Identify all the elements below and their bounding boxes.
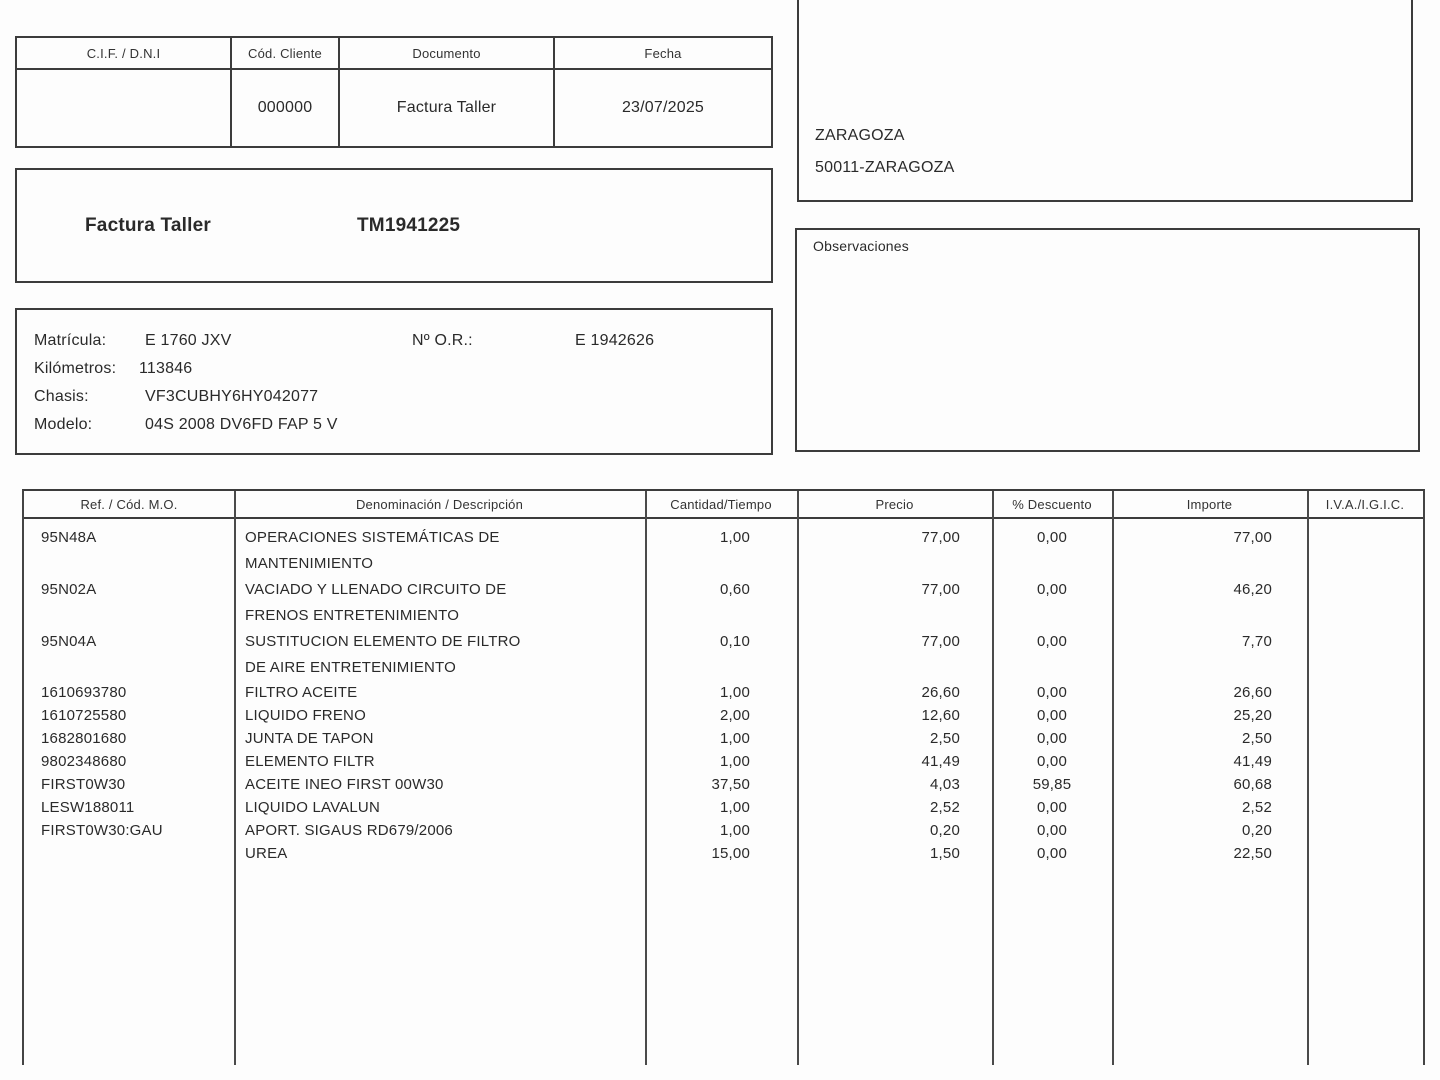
cell-quantity: 0,60 xyxy=(720,581,750,598)
header-cantidad: Cantidad/Tiempo xyxy=(670,496,772,512)
column-divider xyxy=(234,491,236,1065)
cell-discount: 59,85 xyxy=(1032,776,1072,793)
header-ref: Ref. / Cód. M.O. xyxy=(80,496,178,512)
cell-ref-code: LESW188011 xyxy=(41,799,135,816)
cell-price: 0,20 xyxy=(930,822,960,839)
cell-amount: 41,49 xyxy=(1233,753,1272,770)
cell-ref-code: 95N02A xyxy=(41,581,97,598)
cell-quantity: 1,00 xyxy=(720,529,750,546)
or-label: Nº O.R.: xyxy=(412,332,473,349)
cell-quantity: 37,50 xyxy=(711,776,750,793)
cell-discount: 0,00 xyxy=(1037,684,1067,701)
matricula-label: Matrícula: xyxy=(34,332,107,349)
vehicle-row-modelo xyxy=(17,416,771,438)
cell-description: JUNTA DE TAPON xyxy=(245,730,374,747)
cell-discount: 0,00 xyxy=(1037,799,1067,816)
cell-quantity: 1,00 xyxy=(720,799,750,816)
column-divider xyxy=(1112,491,1114,1065)
cell-price: 12,60 xyxy=(921,707,960,724)
cell-ref-code: 95N48A xyxy=(41,529,97,546)
cell-description: LIQUIDO LAVALUN xyxy=(245,799,380,816)
cell-quantity: 15,00 xyxy=(711,845,750,862)
cell-quantity: 1,00 xyxy=(720,753,750,770)
cell-description: UREA xyxy=(245,845,288,862)
cell-quantity: 1,00 xyxy=(720,822,750,839)
cell-ref-code: 95N04A xyxy=(41,633,97,650)
cell-discount: 0,00 xyxy=(1037,730,1067,747)
or-value: E 1942626 xyxy=(575,332,655,349)
column-divider xyxy=(797,491,799,1065)
meta-value-cif xyxy=(17,70,232,146)
cell-amount: 25,20 xyxy=(1233,707,1272,724)
cell-amount: 26,60 xyxy=(1233,684,1272,701)
vehicle-row-chasis xyxy=(17,388,771,410)
cell-price: 2,50 xyxy=(930,730,960,747)
cell-iva xyxy=(1307,577,1423,629)
cell-amount: 0,20 xyxy=(1242,822,1272,839)
cell-ref-code: 1682801680 xyxy=(41,730,127,747)
line-items-table xyxy=(22,489,1425,1065)
cell-description: OPERACIONES SISTEMÁTICAS DE MANTENIMIENTO xyxy=(245,529,500,572)
cell-iva xyxy=(1307,819,1423,842)
chasis-label: Chasis: xyxy=(34,388,89,405)
cell-ref-code: 1610693780 xyxy=(41,684,127,701)
vehicle-row-matricula xyxy=(17,332,771,354)
cell-iva xyxy=(1307,629,1423,681)
header-descripcion: Denominación / Descripción xyxy=(355,496,524,512)
cell-iva xyxy=(1307,704,1423,727)
document-type-title: Factura Taller xyxy=(85,215,211,236)
cell-price: 2,52 xyxy=(930,799,960,816)
cell-discount: 0,00 xyxy=(1037,633,1067,650)
cell-description: VACIADO Y LLENADO CIRCUITO DE FRENOS ENTRETENIMIENTO xyxy=(245,581,507,624)
cell-quantity: 1,00 xyxy=(720,730,750,747)
header-importe: Importe xyxy=(1186,496,1233,512)
cell-price: 4,03 xyxy=(930,776,960,793)
cell-ref-code: 9802348680 xyxy=(41,753,127,770)
cell-amount: 2,50 xyxy=(1242,730,1272,747)
cell-ref-code: FIRST0W30:GAU xyxy=(41,822,163,839)
cell-description: ACEITE INEO FIRST 00W30 xyxy=(245,776,444,793)
cell-amount: 60,68 xyxy=(1233,776,1272,793)
cell-amount: 7,70 xyxy=(1242,633,1272,650)
cell-price: 41,49 xyxy=(921,753,960,770)
column-divider xyxy=(1307,491,1309,1065)
cell-iva xyxy=(1307,525,1423,577)
cell-iva xyxy=(1307,750,1423,773)
cell-description: FILTRO ACEITE xyxy=(245,684,358,701)
cell-iva xyxy=(1307,796,1423,819)
meta-header-documento: Documento xyxy=(340,38,555,70)
address-postal-city: 50011-ZARAGOZA xyxy=(815,159,955,176)
cell-price: 77,00 xyxy=(921,581,960,598)
cell-price: 77,00 xyxy=(921,529,960,546)
address-city: ZARAGOZA xyxy=(815,127,905,144)
header-precio: Precio xyxy=(875,496,914,512)
vehicle-row-kilometros xyxy=(17,360,771,382)
vehicle-info-box xyxy=(15,308,773,455)
cell-amount: 22,50 xyxy=(1233,845,1272,862)
cell-iva xyxy=(1307,727,1423,750)
meta-value-fecha: 23/07/2025 xyxy=(621,99,705,116)
modelo-label: Modelo: xyxy=(34,416,93,433)
cell-discount: 0,00 xyxy=(1037,581,1067,598)
cell-iva xyxy=(1307,681,1423,704)
cell-description: APORT. SIGAUS RD679/2006 xyxy=(245,822,453,839)
invoice-number: TM1941225 xyxy=(357,215,461,236)
observations-box xyxy=(795,228,1420,452)
cell-description: LIQUIDO FRENO xyxy=(245,707,366,724)
observations-label: Observaciones xyxy=(813,238,909,254)
cell-ref-code xyxy=(24,842,234,865)
cell-discount: 0,00 xyxy=(1037,822,1067,839)
cell-quantity: 0,10 xyxy=(720,633,750,650)
cell-price: 26,60 xyxy=(921,684,960,701)
cell-discount: 0,00 xyxy=(1037,845,1067,862)
column-divider xyxy=(645,491,647,1065)
cell-amount: 2,52 xyxy=(1242,799,1272,816)
cell-amount: 46,20 xyxy=(1233,581,1272,598)
cell-quantity: 2,00 xyxy=(720,707,750,724)
cell-discount: 0,00 xyxy=(1037,529,1067,546)
cell-amount: 77,00 xyxy=(1233,529,1272,546)
meta-value-documento: Factura Taller xyxy=(340,70,555,146)
meta-header-fecha: Fecha xyxy=(555,38,771,70)
cell-iva xyxy=(1307,842,1423,865)
modelo-value: 04S 2008 DV6FD FAP 5 V xyxy=(145,416,338,433)
matricula-value: E 1760 JXV xyxy=(145,332,232,349)
header-descuento: % Descuento xyxy=(1012,496,1092,512)
meta-value-cod-cliente: 000000 xyxy=(232,70,340,146)
cell-price: 77,00 xyxy=(921,633,960,650)
meta-header-cif: C.I.F. / D.N.I xyxy=(17,38,232,70)
cell-description: ELEMENTO FILTR xyxy=(245,753,375,770)
cell-ref-code: FIRST0W30 xyxy=(41,776,126,793)
meta-table xyxy=(15,36,773,148)
kilometros-value: 113846 xyxy=(139,360,193,377)
cell-description: SUSTITUCION ELEMENTO DE FILTRO DE AIRE ENTRETENIMIENTO xyxy=(245,633,521,676)
cell-ref-code: 1610725580 xyxy=(41,707,127,724)
chasis-value: VF3CUBHY6HY042077 xyxy=(145,388,319,405)
column-divider xyxy=(992,491,994,1065)
header-iva: I.V.A./I.G.I.C. xyxy=(1325,496,1405,512)
kilometros-label: Kilómetros: xyxy=(34,360,117,377)
invoice-title-box xyxy=(15,168,773,283)
cell-quantity: 1,00 xyxy=(720,684,750,701)
cell-iva xyxy=(1307,773,1423,796)
cell-discount: 0,00 xyxy=(1037,753,1067,770)
meta-header-cod-cliente: Cód. Cliente xyxy=(232,38,340,70)
cell-price: 1,50 xyxy=(930,845,960,862)
customer-address-box xyxy=(797,0,1413,202)
cell-discount: 0,00 xyxy=(1037,707,1067,724)
